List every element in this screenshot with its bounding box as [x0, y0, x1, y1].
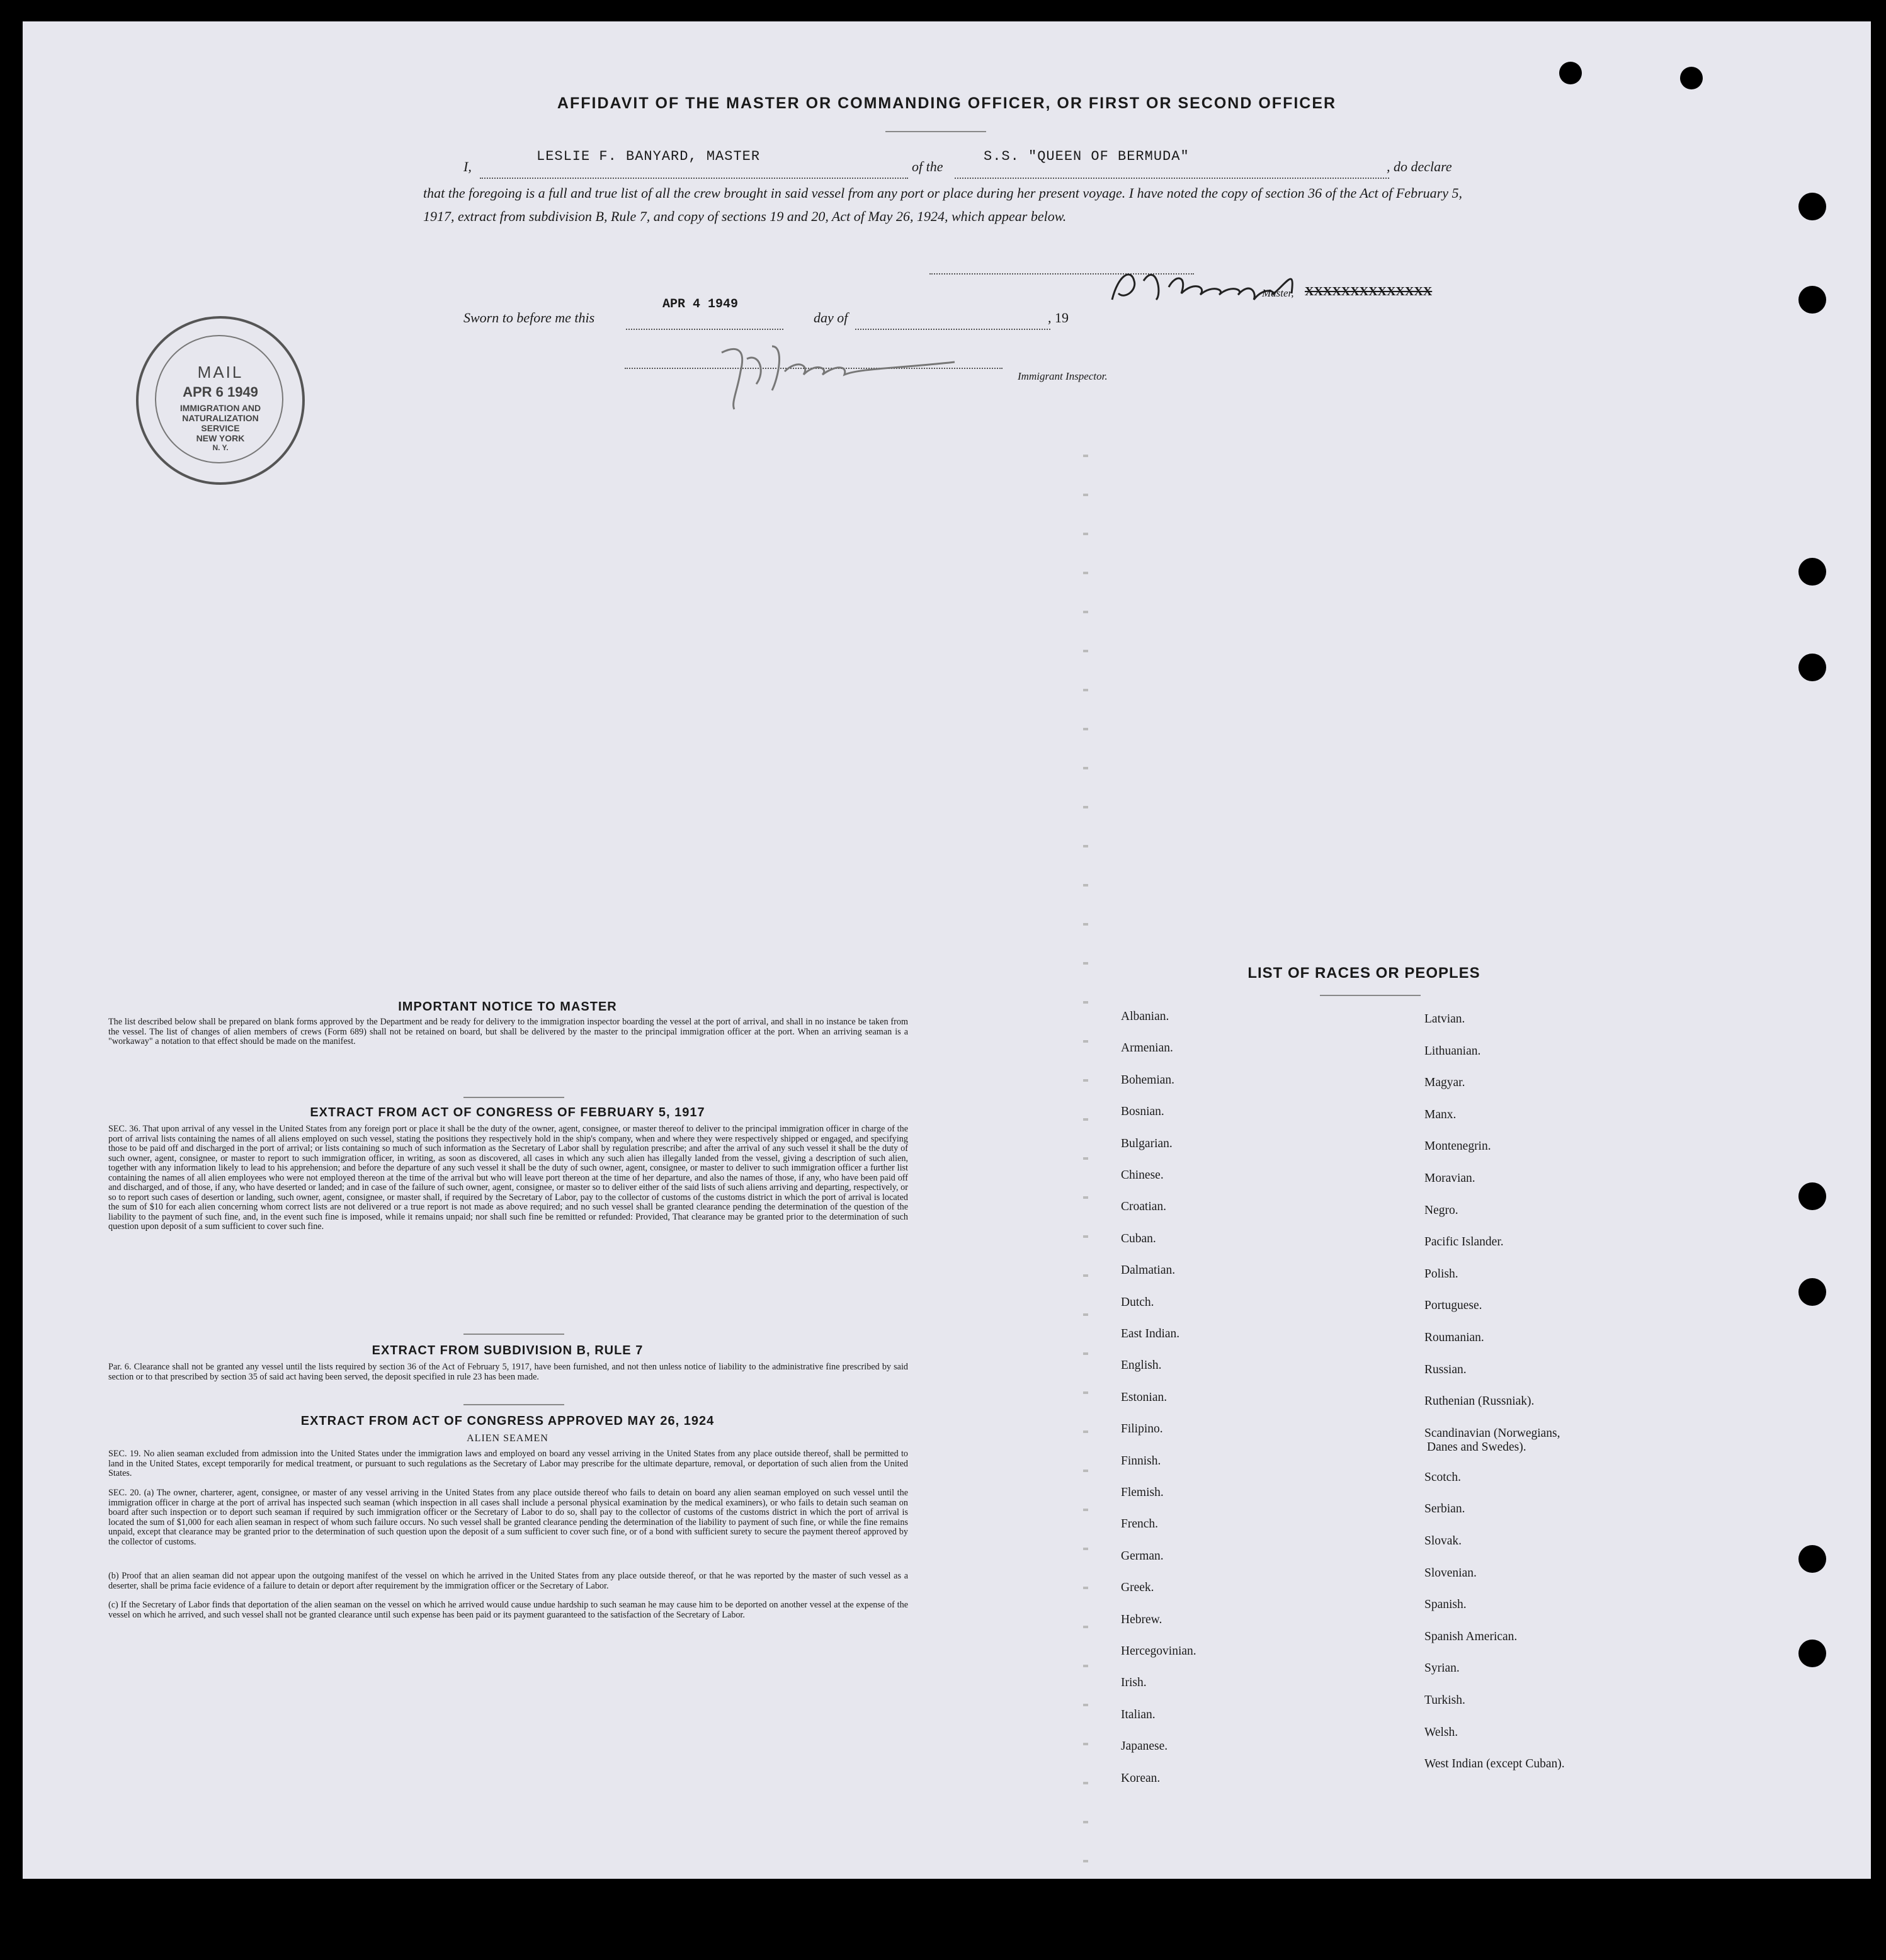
sworn-date-stamp: APR 4 1949 [662, 297, 739, 312]
race-item: Ruthenian (Russniak). [1424, 1395, 1535, 1408]
race-item: East Indian. [1121, 1327, 1180, 1340]
inspector-caption: Immigrant Inspector. [1018, 370, 1108, 382]
race-item: Scotch. [1424, 1470, 1461, 1484]
year-prefix: , 19 [1048, 310, 1069, 326]
race-item: Greek. [1121, 1581, 1154, 1595]
master-caption: Master, [1262, 287, 1294, 299]
race-item: Pacific Islander. [1424, 1235, 1504, 1249]
punch-hole-top-1 [1559, 62, 1582, 84]
stamp-line-4: NEW YORK [196, 433, 245, 443]
race-item: Estonian. [1121, 1390, 1167, 1404]
race-item: Irish. [1121, 1676, 1147, 1690]
margin-dot-column [1083, 418, 1088, 1866]
punch-hole-right-5 [1798, 1182, 1826, 1210]
extract-1917-divider [463, 1334, 564, 1335]
struck-officer-title: XXXXXXXXXXXXXX [1305, 285, 1433, 298]
extract-rule7-divider [463, 1404, 564, 1405]
race-item: Japanese. [1121, 1740, 1168, 1753]
race-item: Montenegrin. [1424, 1140, 1491, 1153]
race-item: Hercegovinian. [1121, 1645, 1196, 1658]
punch-hole-right-6 [1798, 1278, 1826, 1306]
race-item: Korean. [1121, 1771, 1161, 1785]
race-item: Spanish. [1424, 1598, 1467, 1612]
race-item: English. [1121, 1359, 1162, 1373]
document-page [23, 21, 1871, 1879]
master-signature [1099, 256, 1339, 312]
stamp-line-5: N. Y. [212, 443, 229, 452]
extract-1924-sec20c: (c) If the Secretary of Labor finds that deportation of the alien seaman on the vessel on which he arrived would cause undue hardship to such seaman he may cause him to be deported on another vessel at the expense of the vessel on which he arrived, and such vessel shall not be granted clearance until such expense has been paid or its payment guaranteed to the satisfaction of the Secretary of Labor. [108, 1600, 908, 1620]
extract-rule7-text: Par. 6. Clearance shall not be granted any vessel until the lists required by section 36 of the Act of February 5, 1917, have been furnished, and not then unless notice of liability to the administrative fine prescribed by said section or to that prescribed by section 35 of said act having been served, the deposit specified in rule 23 has been made. [108, 1362, 908, 1382]
race-item: Turkish. [1424, 1694, 1465, 1707]
race-item: Syrian. [1424, 1662, 1460, 1675]
notice-divider [463, 1097, 564, 1098]
punch-hole-right-1 [1798, 193, 1826, 220]
race-item: Hebrew. [1121, 1612, 1162, 1626]
race-item: Armenian. [1121, 1041, 1173, 1055]
day-of-label: day of [814, 310, 848, 326]
race-item: Albanian. [1121, 1010, 1169, 1023]
race-item: Bulgarian. [1121, 1136, 1173, 1150]
race-item: Croatian. [1121, 1200, 1167, 1214]
extract-1924-sec19: SEC. 19. No alien seaman excluded from admission into the United States under the immigration laws and employed on board any vessel arriving in the United States from any place outside thereof, shall be permitted to land in the United States, except temporarily for medical treatment, or pursuant to such regulations as the Secretary of Labor may prescribe for the ultimate departure, removal, or deportation of such alien from the United States. [108, 1449, 908, 1478]
race-item: Magyar. [1424, 1076, 1465, 1090]
punch-hole-right-3 [1798, 558, 1826, 586]
notice-text: The list described below shall be prepared on blank forms approved by the Department and be ready for delivery to the immigration inspector boarding the vessel at the port of arrival, and shall in no instance be taken from the vessel. The list of changes of alien members of crews (Form 689) shall not be retained on board, but shall be delivered by the master to the principal immigration officer at the port. When an arriving seaman is a "workaway" a notation to that effect should be made on the manifest. [108, 1017, 908, 1046]
race-item: Welsh. [1424, 1725, 1458, 1739]
stamp-date: APR 6 1949 [183, 384, 258, 400]
affidavit-title: AFFIDAVIT OF THE MASTER OR COMMANDING OFFICER, OR FIRST OR SECOND OFFICER [557, 94, 1337, 112]
race-item: Cuban. [1121, 1232, 1156, 1245]
do-declare-label: , do declare [1387, 159, 1452, 174]
race-item: Italian. [1121, 1708, 1156, 1721]
race-item: German. [1121, 1549, 1164, 1563]
race-item: Lithuanian. [1424, 1044, 1481, 1058]
race-item: Scandinavian (Norwegians, [1424, 1426, 1560, 1440]
race-item: Latvian. [1424, 1012, 1465, 1026]
race-item: Portuguese. [1424, 1299, 1482, 1313]
extract-1924-heading: EXTRACT FROM ACT OF CONGRESS APPROVED MAY 26, 1924 [300, 1414, 715, 1428]
races-underline [1320, 995, 1421, 996]
extract-rule7-heading: EXTRACT FROM SUBDIVISION B, RULE 7 [372, 1344, 644, 1357]
race-item: Slovak. [1424, 1534, 1462, 1548]
races-heading: LIST OF RACES OR PEOPLES [1247, 965, 1480, 982]
title-underline [885, 131, 986, 132]
race-item: Danes and Swedes). [1427, 1440, 1526, 1454]
race-item: Serbian. [1424, 1502, 1465, 1516]
race-item: Chinese. [1121, 1169, 1164, 1182]
extract-1924-sec20b: (b) Proof that an alien seaman did not appear upon the outgoing manifest of the vessel on which he arrived in the United States from any place outside thereof, or that he was reported by the master of such vessel as a deserter, shall be prima facie evidence of a failure to detain or deport after requirement by the immigration officer or the Secretary of Labor. [108, 1571, 908, 1591]
alien-seamen-subheading: ALIEN SEAMEN [467, 1433, 548, 1444]
race-item: Flemish. [1121, 1486, 1164, 1499]
punch-hole-top-2 [1680, 67, 1703, 89]
stamp-line-2: NATURALIZATION [182, 413, 259, 423]
race-item: Slovenian. [1424, 1566, 1477, 1580]
extract-1917-text: SEC. 36. That upon arrival of any vessel in the United States from any foreign port or place it shall be the duty of the owner, agent, consignee, or master thereof to deliver to the principal immigration officer in charge of the port of arrival lists containing the names of all aliens employed on such vessel, stating the positions they respectively hold in the ship's company, when and where they were respectively shipped or engaged, and specifying those to be paid off and discharged in the port of arrival; or lists containing so much of such information as the Secretary of Labor shall by regulation prescribe; and after the arrival of any such vessel it shall be the duty of such owner, agent, consignee, or master to report to such immigration officer, in writing, as soon as discovered, all cases in which any such alien has illegally landed from the vessel, giving a description of such alien, together with any information likely to lead to his apprehension; and before the departure of any such vessel it shall be the duty of such owner, agent, consignee, or master to deliver to such immigration officer a further list containing the names of all alien employees who were not employed thereon at the time of the arrival but who will leave port thereon at the time of her departure, and also the names of those, if any, who have been paid off and discharged, and of those, if any, who have deserted or landed; and in case of the failure of such owner, agent, consignee, or master so to deliver either of the said lists of such aliens arriving and departing, respectively, or so to report such cases of desertion or landing, such owner, agent, consignee, or master shall, if required by the Secretary of Labor, pay to the collector of customs of the customs district in which the port of arrival is located the sum of $10 for each alien concerning whom correct lists are not delivered or a true report is not made as above required; and no such vessel shall be granted clearance pending the determination of the question of the liability to the payment of such fine, and, in the event such fine is imposed, while it remains unpaid; nor shall such fine be remitted or refunded: Provided, That clearance may be granted prior to the determination of such question upon deposit of a sum sufficient to cover such fine. [108, 1124, 908, 1232]
notice-heading: IMPORTANT NOTICE TO MASTER [398, 1000, 617, 1014]
i-label: I, [463, 159, 472, 174]
extract-1924-sec20a: SEC. 20. (a) The owner, charterer, agent, consignee, or master of any vessel arriving in the United States from any place outside thereof who fails to detain on board any alien seaman employed on such vessel until the immigration officer in charge at the port of arrival has inspected such seaman (which inspection in all cases shall include a personal physical examination by the medical examiners), or who fails to detain such seaman on board after such inspection or to deport such seaman if required by such immigration officer or the Secretary of Labor to do so, shall pay to the collector of customs of the customs district in which the port of arrival is located the sum of $1,000 for each alien seaman in respect of whom such failure occurs. No such vessel shall be granted clearance pending the determination of the liability to payment of such fine, or while the fine remains unpaid, except that clearance may be granted prior to the determination of such question upon the deposit of a sum sufficient to cover such fine, or of a bond with sufficient surety to secure the payment thereof approved by the collector of customs. [108, 1488, 908, 1547]
race-item: Dalmatian. [1121, 1264, 1176, 1277]
race-item: Negro. [1424, 1203, 1458, 1217]
race-item: French. [1121, 1517, 1159, 1531]
extract-1917-heading: EXTRACT FROM ACT OF CONGRESS OF FEBRUARY 5, 1917 [310, 1106, 705, 1119]
punch-hole-right-8 [1798, 1640, 1826, 1667]
race-item: Roumanian. [1424, 1331, 1484, 1344]
race-item: Dutch. [1121, 1295, 1154, 1309]
stamp-mail-label: MAIL [197, 363, 244, 382]
stamp-line-1: IMMIGRATION AND [179, 403, 261, 413]
race-item: Manx. [1424, 1107, 1457, 1121]
vessel-name: S.S. "QUEEN OF BERMUDA" [984, 149, 1190, 164]
immigration-mail-stamp [136, 316, 305, 485]
of-the-label: of the [912, 159, 943, 174]
stamp-line-3: SERVICE [201, 423, 240, 433]
sworn-label: Sworn to before me this [463, 310, 595, 326]
race-item: Russian. [1424, 1362, 1467, 1376]
race-item: Spanish American. [1424, 1629, 1518, 1643]
inspector-signature [709, 334, 961, 416]
race-item: Polish. [1424, 1267, 1458, 1281]
punch-hole-right-2 [1798, 286, 1826, 314]
master-name: LESLIE F. BANYARD, MASTER [537, 149, 761, 164]
race-item: West Indian (except Cuban). [1424, 1757, 1565, 1771]
race-item: Filipino. [1121, 1422, 1163, 1436]
month-line [855, 311, 1050, 330]
race-item: Bohemian. [1121, 1073, 1175, 1087]
race-item: Moravian. [1424, 1172, 1475, 1185]
punch-hole-right-4 [1798, 654, 1826, 681]
punch-hole-right-7 [1798, 1545, 1826, 1573]
sworn-date-line [626, 311, 783, 330]
affidavit-statement: that the foregoing is a full and true list of all the crew brought in said vessel from any port or place during her present voyage. I have noted the copy of section 36 of the Act of February 5, 1917, extract from subdivision B, Rule 7, and copy of sections 19 and 20, Act of May 26, 1924, which appear below. [423, 185, 1462, 224]
race-item: Bosnian. [1121, 1105, 1164, 1119]
race-item: Finnish. [1121, 1454, 1161, 1468]
